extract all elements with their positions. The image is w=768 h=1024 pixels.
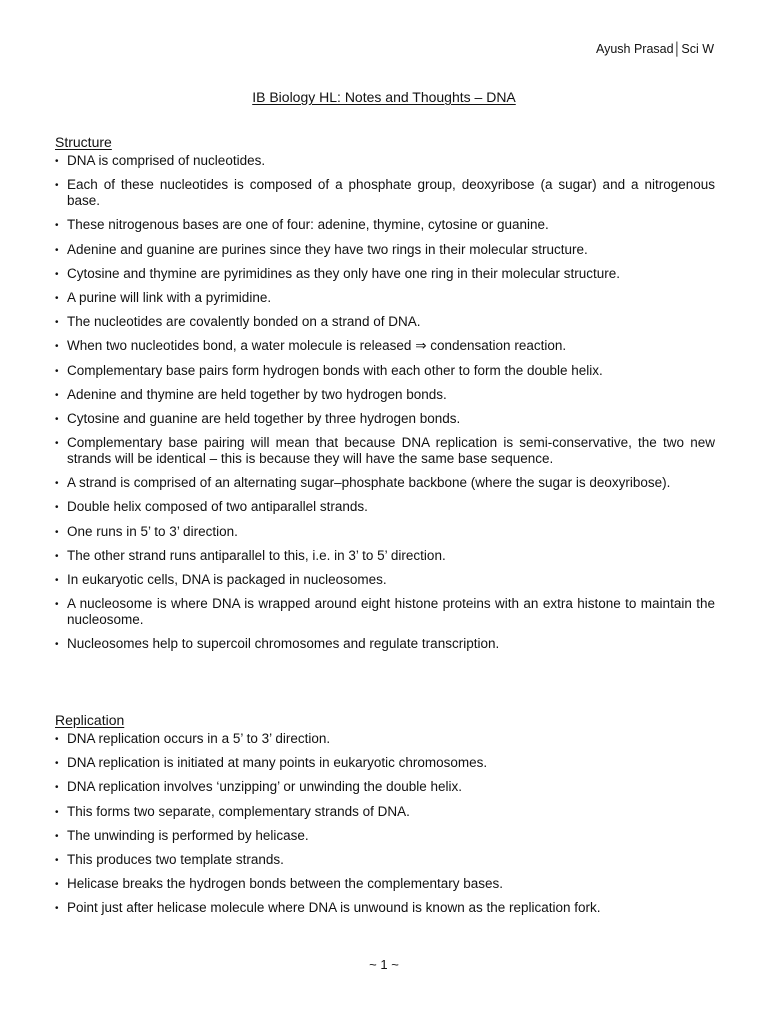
list-item: • Adenine and thymine are held together by two hydrogen bonds. bbox=[55, 387, 715, 403]
bullet-list bbox=[55, 153, 715, 652]
list-item: • DNA replication involves ‘unzipping’ or unwinding the double helix. bbox=[55, 779, 715, 795]
list-item: • Cytosine and guanine are held together by three hydrogen bonds. bbox=[55, 411, 715, 427]
list-item: • When two nucleotides bond, a water molecule is released ⇒ condensation reaction. bbox=[55, 338, 715, 354]
list-item: • Complementary base pairs form hydrogen bonds with each other to form the double helix. bbox=[55, 363, 715, 379]
list-item: • This forms two separate, complementary strands of DNA. bbox=[55, 804, 715, 820]
list-item: • DNA is comprised of nucleotides. bbox=[55, 153, 715, 169]
list-item: • A strand is comprised of an alternating sugar–phosphate backbone (where the sugar is deoxyribose). bbox=[55, 475, 715, 491]
header-author: Ayush Prasad│Sci W bbox=[595, 42, 714, 56]
list-item: • The nucleotides are covalently bonded on a strand of DNA. bbox=[55, 314, 715, 330]
list-item: • The unwinding is performed by helicase. bbox=[55, 828, 715, 844]
list-item: • Complementary base pairing will mean that because DNA replication is semi-conservative, the two new strands will be identical – this is because they will have the same base sequence. bbox=[55, 435, 715, 467]
list-item: • Each of these nucleotides is composed of a phosphate group, deoxyribose (a sugar) and a nitrogenous base. bbox=[55, 177, 715, 209]
list-item: • A nucleosome is where DNA is wrapped around eight histone proteins with an extra histone to maintain the nucleosome. bbox=[55, 596, 715, 628]
list-item: • The other strand runs antiparallel to this, i.e. in 3’ to 5’ direction. bbox=[55, 548, 715, 564]
list-item: • Nucleosomes help to supercoil chromosomes and regulate transcription. bbox=[55, 636, 715, 652]
list-item: • One runs in 5’ to 3’ direction. bbox=[55, 524, 715, 540]
list-item: • Helicase breaks the hydrogen bonds between the complementary bases. bbox=[55, 876, 715, 892]
list-item: • This produces two template strands. bbox=[55, 852, 715, 868]
section-structure bbox=[55, 133, 715, 661]
section-heading: Replication bbox=[55, 712, 125, 728]
document-title: IB Biology HL: Notes and Thoughts – DNA bbox=[252, 89, 516, 105]
list-item: • DNA replication is initiated at many points in eukaryotic chromosomes. bbox=[55, 755, 715, 771]
list-item: • A purine will link with a pyrimidine. bbox=[55, 290, 715, 306]
list-item: • Adenine and guanine are purines since they have two rings in their molecular structure. bbox=[55, 242, 715, 258]
list-item: • DNA replication occurs in a 5’ to 3’ direction. bbox=[55, 731, 715, 747]
list-item: • Cytosine and thymine are pyrimidines as they only have one ring in their molecular structure. bbox=[55, 266, 715, 282]
section-heading: Structure bbox=[55, 134, 112, 150]
list-item: • Point just after helicase molecule where DNA is unwound is known as the replication fork. bbox=[55, 900, 715, 916]
list-item: • Double helix composed of two antiparallel strands. bbox=[55, 499, 715, 515]
bullet-list bbox=[55, 731, 715, 916]
list-item: • In eukaryotic cells, DNA is packaged in nucleosomes. bbox=[55, 572, 715, 588]
list-item: • These nitrogenous bases are one of four: adenine, thymine, cytosine or guanine. bbox=[55, 217, 715, 233]
page-number: ~ 1 ~ bbox=[369, 957, 399, 972]
section-replication bbox=[55, 711, 715, 925]
